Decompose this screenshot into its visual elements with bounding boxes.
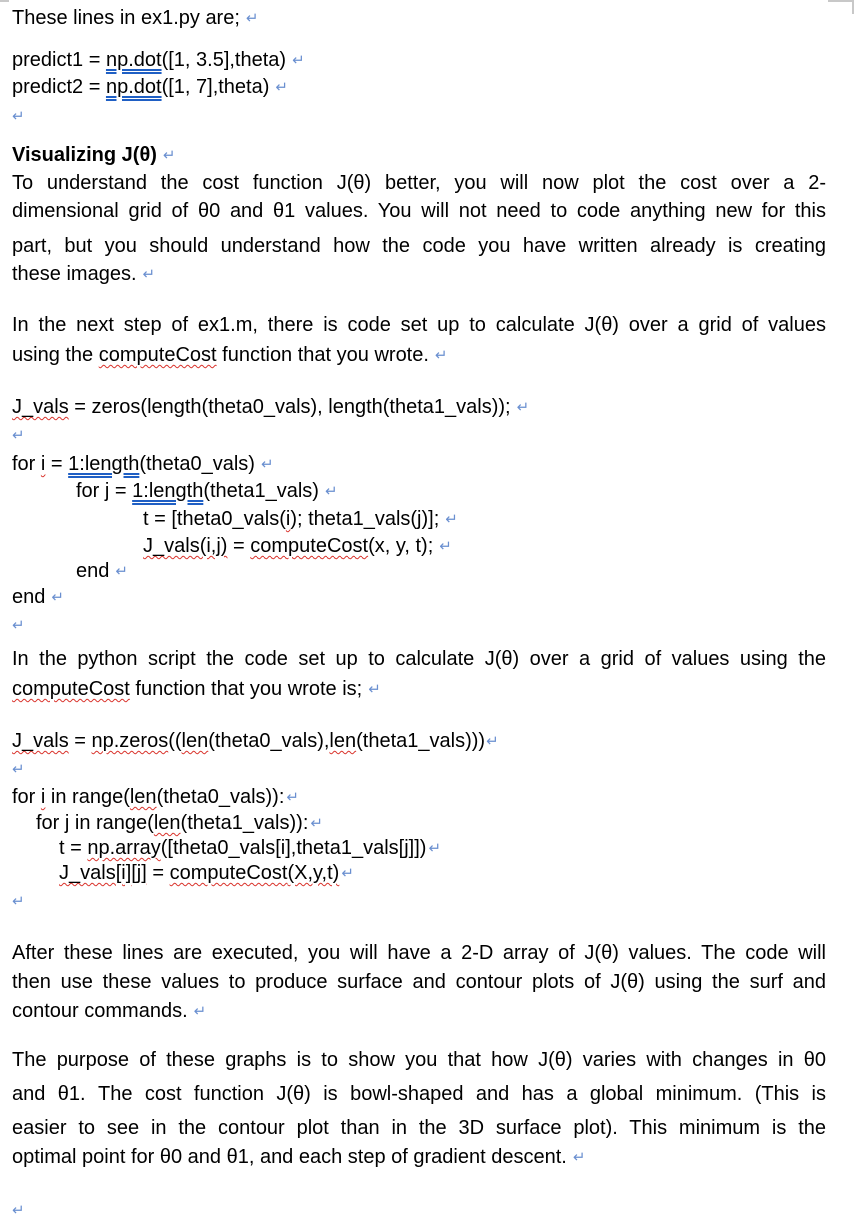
empty-line — [12, 757, 25, 782]
return-mark: ↵ — [324, 483, 338, 500]
code-text: for j = — [76, 480, 133, 502]
return-mark: ↵ — [428, 840, 442, 857]
code-text: t = — [59, 837, 88, 859]
code-text: (X,y,t) — [287, 862, 340, 884]
code-text: computeCost — [169, 862, 288, 884]
para4-line3 — [12, 999, 206, 1024]
return-mark: ↵ — [162, 147, 176, 164]
text: these images. — [12, 263, 137, 285]
code-text: for — [12, 453, 41, 475]
intro-line — [12, 6, 258, 31]
matlab-end-inner — [76, 559, 128, 584]
code-text: 1:length — [132, 480, 204, 502]
code-text: len — [153, 812, 181, 834]
text: using the — [12, 344, 99, 366]
code-text: i — [40, 453, 46, 475]
para4-line1: After these lines are executed, you will have a 2-D array of J(θ) values. The code will — [12, 942, 826, 964]
heading-text: Visualizing J(θ) — [12, 144, 157, 166]
code-text: ); theta1_vals(j)]; — [290, 508, 440, 530]
code-text: = — [68, 730, 92, 752]
matlab-for-j-line — [76, 479, 338, 504]
text: contour commands. — [12, 1000, 188, 1022]
text: optimal point for θ0 and θ1, and each step of gradient descent. — [12, 1146, 567, 1168]
empty-line — [12, 423, 25, 448]
return-mark: ↵ — [12, 617, 25, 634]
code-text: (x, y, t); — [368, 535, 434, 557]
para1-line3: part, but you should understand how the code you have written already is creating — [12, 235, 826, 257]
code-text: end — [12, 586, 46, 608]
code-text: len — [181, 730, 209, 752]
return-mark: ↵ — [12, 893, 25, 910]
return-mark: ↵ — [115, 563, 128, 580]
return-mark: ↵ — [12, 427, 25, 444]
return-mark: ↵ — [260, 456, 274, 473]
code-text: len — [329, 730, 357, 752]
code-text: = zeros(length(theta0_vals), length(theta1_vals)); — [68, 396, 511, 418]
return-mark: ↵ — [439, 538, 452, 555]
code-text: computeCost — [250, 535, 369, 557]
code-text: = — [45, 453, 69, 475]
code-text: = — [146, 862, 170, 884]
code-text: (theta0_vals)): — [156, 786, 285, 808]
code-text: (theta1_vals))) — [356, 730, 486, 752]
return-mark: ↵ — [193, 1003, 207, 1020]
code-text: t = [theta0_vals( — [143, 508, 286, 530]
return-mark: ↵ — [445, 511, 458, 528]
matlab-for-i-line — [12, 452, 274, 477]
return-mark: ↵ — [12, 1202, 25, 1219]
code-text: (theta0_vals) — [139, 453, 255, 475]
text: function that you wrote. — [216, 344, 429, 366]
code-text: (theta1_vals)): — [180, 812, 309, 834]
python-for-j-line — [36, 811, 323, 836]
python-jvals-line — [12, 729, 499, 754]
para3-line2 — [12, 677, 381, 702]
empty-line — [12, 104, 25, 129]
python-jvals-assign-line — [59, 861, 354, 886]
return-mark: ↵ — [368, 681, 381, 698]
text: function that you wrote is; — [129, 678, 363, 700]
empty-line — [12, 889, 25, 914]
return-mark: ↵ — [142, 266, 156, 283]
para1-line1: To understand the cost function J(θ) better, you will now plot the cost over a 2- — [12, 172, 826, 194]
return-mark: ↵ — [292, 52, 305, 69]
code-text: 1:length — [68, 453, 140, 475]
code-text: np.dot — [105, 76, 162, 98]
return-mark: ↵ — [12, 761, 25, 778]
code-text: i — [285, 508, 291, 530]
code-text: (theta0_vals), — [208, 730, 330, 752]
code-text: np.array — [87, 837, 161, 859]
return-mark: ↵ — [12, 108, 25, 125]
section-heading — [12, 143, 176, 168]
code-text: i — [40, 786, 46, 808]
predict2-line — [12, 75, 288, 100]
return-mark: ↵ — [341, 865, 354, 882]
return-mark: ↵ — [572, 1149, 586, 1166]
intro-text: These lines in ex1.py are; — [12, 7, 240, 29]
matlab-t-line — [143, 507, 458, 532]
code-text: J_vals[i][j] — [59, 862, 147, 884]
code-text: (( — [168, 730, 182, 752]
para1-line4 — [12, 262, 155, 287]
empty-line — [12, 613, 25, 638]
return-mark: ↵ — [434, 347, 448, 364]
code-text: ([1, 3.5],theta) — [161, 49, 287, 71]
para5-line2: and θ1. The cost function J(θ) is bowl-shaped and has a global minimum. (This is — [12, 1083, 826, 1105]
code-text: np.zeros — [91, 730, 169, 752]
empty-line — [12, 1198, 25, 1223]
code-text: for j in range( — [36, 812, 154, 834]
page-corner-mark-left — [0, 0, 9, 2]
return-mark: ↵ — [486, 733, 499, 750]
text: computeCost — [98, 344, 217, 366]
return-mark: ↵ — [516, 399, 530, 416]
return-mark: ↵ — [275, 79, 288, 96]
code-text: in range( — [45, 786, 130, 808]
return-mark: ↵ — [310, 815, 323, 832]
code-text: J_vals(i,j) — [143, 535, 228, 557]
return-mark: ↵ — [51, 589, 64, 606]
para2-line2 — [12, 343, 448, 368]
text: computeCost — [12, 678, 130, 700]
para5-line1: The purpose of these graphs is to show you that how J(θ) varies with changes in θ0 — [12, 1049, 826, 1071]
para1-line2: dimensional grid of θ0 and θ1 values. You will not need to code anything new for this — [12, 200, 826, 222]
para4-line2: then use these values to produce surface and contour plots of J(θ) using the surf and — [12, 971, 826, 993]
python-for-i-line — [12, 785, 299, 810]
predict1-line — [12, 48, 305, 73]
code-text: J_vals — [12, 396, 69, 418]
code-text: predict1 = — [12, 49, 106, 71]
code-text: len — [129, 786, 157, 808]
code-text: end — [76, 560, 110, 582]
code-text: J_vals — [12, 730, 69, 752]
para2-line1: In the next step of ex1.m, there is code set up to calculate J(θ) over a grid of values — [12, 314, 826, 336]
python-t-line — [59, 836, 441, 861]
code-text: ([theta0_vals[i],theta1_vals[j]]) — [160, 837, 427, 859]
return-mark: ↵ — [286, 789, 299, 806]
code-text: = — [227, 535, 251, 557]
matlab-jvals-assign-line — [143, 534, 452, 559]
code-text: for — [12, 786, 41, 808]
matlab-jvals-line — [12, 395, 529, 420]
code-text: (theta1_vals) — [203, 480, 319, 502]
page-corner-mark-right — [828, 0, 854, 2]
para5-line3: easier to see in the contour plot than in the 3D surface plot). This minimum is the — [12, 1117, 826, 1139]
code-text: np.dot — [105, 49, 162, 71]
code-text: ([1, 7],theta) — [161, 76, 270, 98]
code-text: predict2 = — [12, 76, 106, 98]
matlab-end-outer — [12, 585, 64, 610]
para5-line4 — [12, 1145, 585, 1170]
para3-line1: In the python script the code set up to calculate J(θ) over a grid of values using the — [12, 648, 826, 670]
return-mark: ↵ — [245, 10, 259, 27]
